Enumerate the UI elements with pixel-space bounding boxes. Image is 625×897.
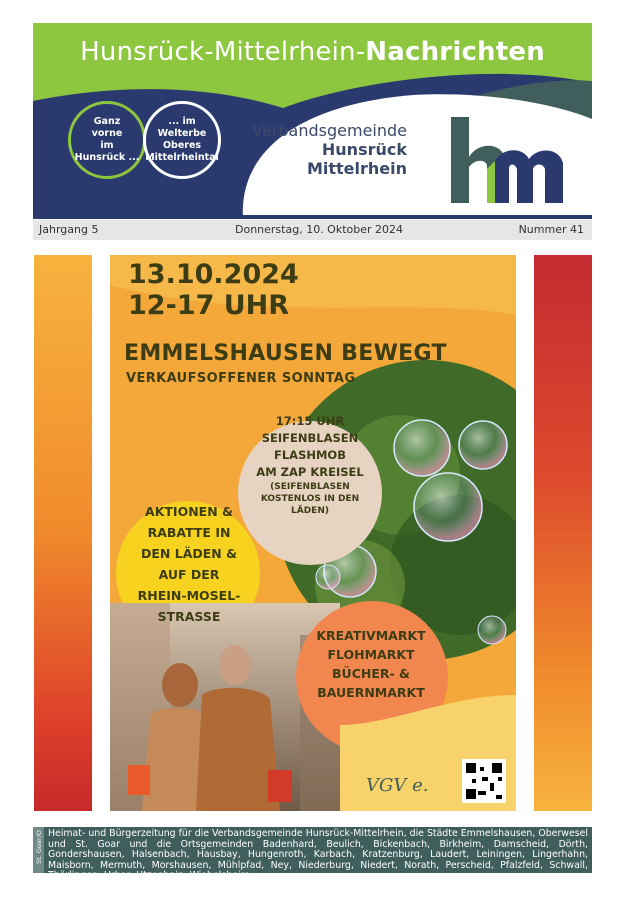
masthead xyxy=(33,23,592,219)
masthead-title: Hunsrück-Mittelrhein-Nachrichten xyxy=(80,37,545,67)
event-subline: VERKAUFSOFFENER SONNTAG xyxy=(126,371,356,386)
footer-side-label: St. Goar/O xyxy=(33,827,44,873)
verbandsgemeinde-name: Verbandsgemeinde Hunsrück Mittelrhein xyxy=(252,121,407,178)
slogan-circle-hunsrueck: Ganz vorne im Hunsrück ... xyxy=(68,101,146,179)
left-gradient-bar xyxy=(34,255,92,811)
event-poster xyxy=(110,255,516,811)
vgv-logo: VGV e. xyxy=(366,775,429,796)
market-text: KREATIVMARKT FLOHMARKT BÜCHER- & BAUERNMARKT xyxy=(316,628,426,700)
flashmob-text: 17:15 UHR SEIFENBLASEN FLASHMOB AM ZAP KREISEL (SEIFENBLASEN KOSTENLOS IN DEN LÄDEN) xyxy=(256,414,364,516)
issue-volume: Jahrgang 5 xyxy=(39,223,99,236)
soap-bubble xyxy=(478,616,506,644)
soap-bubble xyxy=(459,421,507,469)
right-gradient-bar xyxy=(534,255,592,811)
soap-bubble xyxy=(414,473,482,541)
hm-logo xyxy=(447,117,577,207)
event-headline: EMMELSHAUSEN BEWEGT xyxy=(124,341,447,366)
footer-description: Heimat- und Bürgerzeitung für die Verbandsgemeinde Hunsrück-Mittelrhein, die Städte Emmelshausen, Oberwesel und St. Goar und die Ortsgemeinden Badenhard, Beulich, Bickenbach, Birkheim, Damscheid, Dörth, Gondershausen, Halsenbach, Hausbay, Hungenroth, Karbach, Kratzenburg, Laudert, Leiningen, Lingerhahn, Maisborn, Mermuth, Morshausen, Mühlpfad, Ney, Niederburg, Niedert, Norath, Perscheid, Pfalzfeld, Schwall, Thörlingen, Urbar, Utzenhain, Wiebelsheim. xyxy=(48,828,588,882)
soap-bubble xyxy=(394,420,450,476)
offers-text: AKTIONEN & RABATTE IN DEN LÄDEN & AUF DER RHEIN-MOSEL- STRASSE xyxy=(137,504,241,624)
event-date-time: 13.10.2024 12-17 UHR xyxy=(128,259,299,321)
issue-info-bar xyxy=(33,220,592,240)
issue-date: Donnerstag, 10. Oktober 2024 xyxy=(235,223,404,236)
slogan-circle-mittelrheintal: ... im Welterbe Oberes Mittelrheintal xyxy=(143,101,221,179)
footer-banner xyxy=(33,827,592,882)
issue-number: Nummer 41 xyxy=(518,223,584,236)
soap-bubble xyxy=(316,565,340,589)
